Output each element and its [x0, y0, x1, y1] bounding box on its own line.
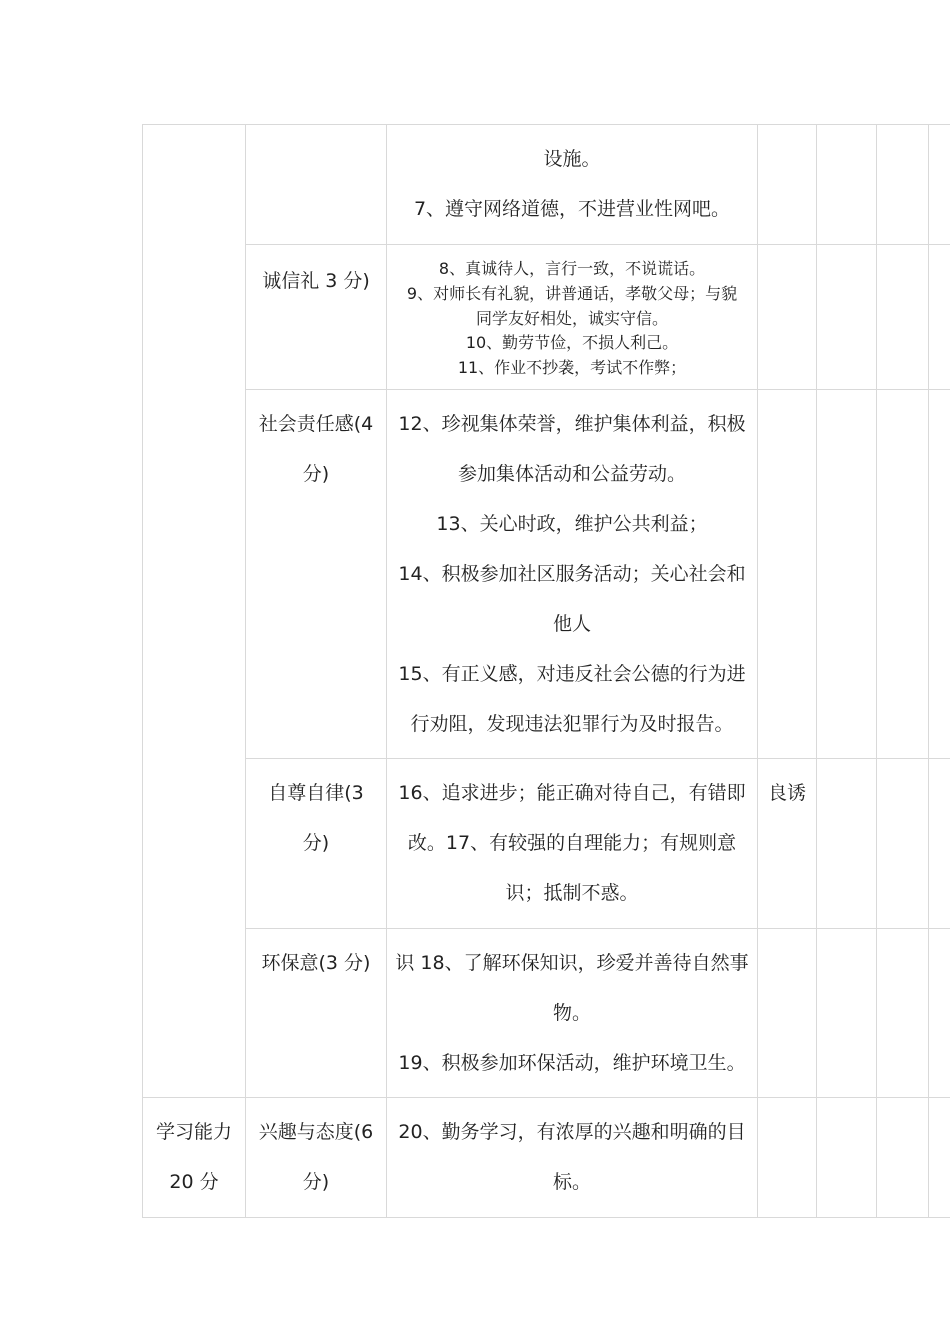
grade-cell: 良诱: [758, 759, 817, 929]
criteria-line: 16、追求进步；能正确对待自己，有错即改。17、有较强的自理能力；有规则意识；抵制不惑。: [398, 782, 746, 904]
criteria-cell: [387, 390, 758, 759]
criteria-line: 14、积极参加社区服务活动；关心社会和他人: [398, 563, 746, 635]
empty-cell: [929, 929, 950, 1098]
grade-cell: [758, 245, 817, 390]
category-cell: [143, 125, 246, 1098]
category-cell: 学习能力 20 分: [143, 1098, 246, 1218]
empty-cell: [877, 929, 929, 1098]
empty-cell: [929, 1098, 950, 1218]
empty-cell: [929, 125, 950, 245]
criteria-line: 9、对师长有礼貌，讲普通话，孝敬父母；与貌: [406, 283, 738, 303]
criteria-line: 19、积极参加环保活动，维护环境卫生。: [398, 1052, 746, 1074]
criteria-line: 12、珍视集体荣誉，维护集体利益，积极参加集体活动和公益劳动。: [398, 413, 746, 485]
grade-cell: [758, 125, 817, 245]
subcategory-cell: 诚信礼 3 分): [246, 245, 387, 390]
empty-cell: [817, 759, 877, 929]
empty-cell: [929, 390, 950, 759]
empty-cell: [877, 1098, 929, 1218]
subcategory-cell: 自尊自律(3 分): [246, 759, 387, 929]
subcategory-cell: 社会责任感(4 分): [246, 390, 387, 759]
empty-cell: [877, 390, 929, 759]
table-row: [143, 759, 950, 929]
criteria-line: 10、勤劳节俭，不损人利己。: [465, 333, 679, 353]
subcategory-cell: 环保意(3 分): [246, 929, 387, 1098]
empty-cell: [877, 759, 929, 929]
table-row: [143, 390, 950, 759]
criteria-line: 识 18、了解环保知识，珍爱并善待自然事物。: [395, 952, 749, 1024]
criteria-cell: [387, 245, 758, 390]
table-row: [143, 125, 950, 245]
subcategory-cell: 兴趣与态度(6 分): [246, 1098, 387, 1218]
criteria-line: 同学友好相处，诚实守信。: [475, 308, 668, 328]
empty-cell: [817, 125, 877, 245]
empty-cell: [817, 245, 877, 390]
criteria-line: 11、作业不抄袭，考试不作弊；: [457, 358, 687, 378]
criteria-cell: [387, 125, 758, 245]
grade-cell: [758, 929, 817, 1098]
evaluation-table: [142, 124, 950, 1218]
criteria-cell: [387, 929, 758, 1098]
criteria-line: 设施。: [543, 148, 601, 170]
table-row: [143, 929, 950, 1098]
empty-cell: [929, 245, 950, 390]
criteria-line: 20、勤务学习，有浓厚的兴趣和明确的目标。: [398, 1121, 746, 1193]
grade-cell: [758, 1098, 817, 1218]
criteria-line: 13、关心时政，维护公共利益；: [436, 513, 708, 535]
criteria-cell: [387, 1098, 758, 1218]
empty-cell: [817, 390, 877, 759]
grade-cell: [758, 390, 817, 759]
empty-cell: [817, 929, 877, 1098]
empty-cell: [929, 759, 950, 929]
subcategory-cell: [246, 125, 387, 245]
empty-cell: [877, 245, 929, 390]
criteria-line: 7、遵守网络道德，不进营业性网吧。: [413, 198, 731, 220]
criteria-cell: [387, 759, 758, 929]
empty-cell: [817, 1098, 877, 1218]
table-row: [143, 1098, 950, 1218]
empty-cell: [877, 125, 929, 245]
criteria-line: 8、真诚待人，言行一致，不说谎话。: [438, 259, 706, 278]
criteria-line: 15、有正义感，对违反社会公德的行为进行劝阻，发现违法犯罪行为及时报告。: [398, 663, 746, 735]
table-row: [143, 245, 950, 390]
